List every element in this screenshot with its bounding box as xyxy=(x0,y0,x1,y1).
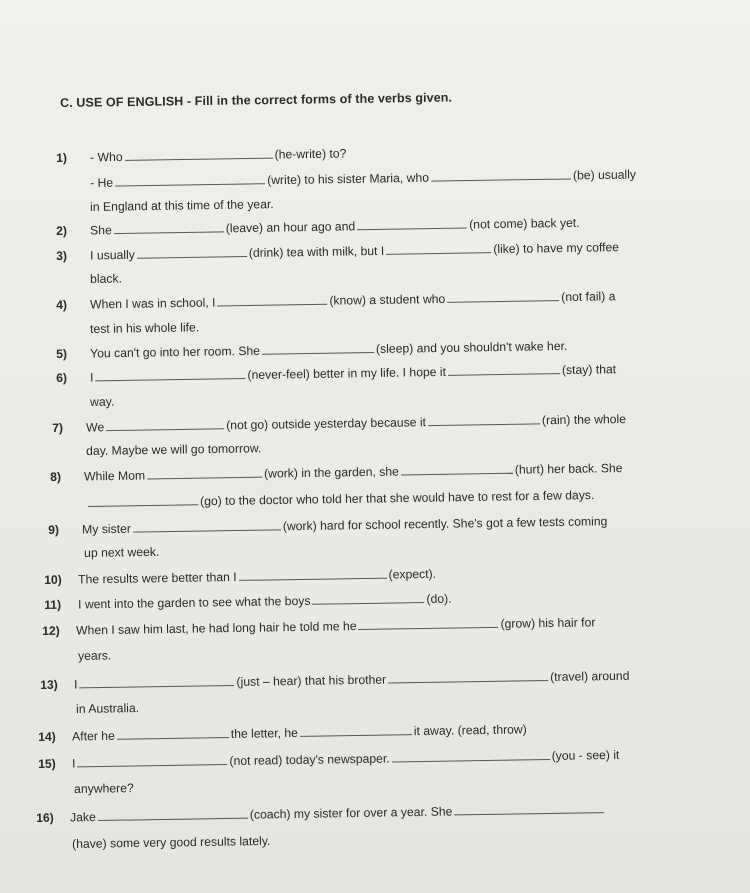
question-text: (write) to his sister Maria, who xyxy=(267,170,430,188)
question-number: 7) xyxy=(52,420,64,435)
question-text: - He xyxy=(90,175,114,190)
section-title: C. USE OF ENGLISH - Fill in the correct forms of the verbs given. xyxy=(60,90,453,110)
question-text: (be) usually xyxy=(572,167,637,183)
answer-blank[interactable] xyxy=(77,753,227,767)
question-text: (travel) around xyxy=(550,668,630,684)
question-text: (stay) that xyxy=(561,362,617,378)
question-number: 10) xyxy=(44,572,62,587)
answer-blank[interactable] xyxy=(79,674,234,688)
question-number: 12) xyxy=(42,623,60,638)
question-6-continuation: way. xyxy=(90,394,115,409)
question-5 xyxy=(56,338,567,361)
answer-blank[interactable] xyxy=(262,341,374,355)
question-3-continuation: black. xyxy=(90,271,123,286)
question-2 xyxy=(56,215,580,238)
question-14 xyxy=(38,721,527,744)
question-text: After he xyxy=(72,728,115,744)
question-4-continuation: test in his whole life. xyxy=(90,320,200,336)
question-text: (work) hard for school recently. She's got a few tests coming xyxy=(282,514,608,534)
question-number: 13) xyxy=(40,677,58,692)
question-6 xyxy=(56,361,616,385)
question-10 xyxy=(44,566,436,587)
answer-blank[interactable] xyxy=(448,362,560,376)
question-text: (you - see) it xyxy=(551,747,620,763)
answer-blank[interactable] xyxy=(392,748,550,762)
question-text: (just – hear) that his brother xyxy=(236,672,387,689)
question-text: I xyxy=(74,677,78,692)
question-text: (know) a student who xyxy=(329,291,446,308)
question-9 xyxy=(48,513,607,537)
answer-blank[interactable] xyxy=(133,518,281,532)
answer-blank[interactable] xyxy=(428,412,540,426)
answer-blank[interactable] xyxy=(106,417,224,431)
question-number: 4) xyxy=(56,297,68,312)
question-text: My sister xyxy=(82,521,131,537)
answer-blank[interactable] xyxy=(358,616,498,630)
answer-blank[interactable] xyxy=(300,723,412,737)
question-7 xyxy=(52,411,626,435)
question-1-continuation: in England at this time of the year. xyxy=(90,197,274,214)
question-number: 6) xyxy=(56,370,68,385)
question-text: When I saw him last, he had long hair he told me he xyxy=(76,619,357,638)
question-number: 11) xyxy=(44,597,62,612)
question-16-continuation: (have) some very good results lately. xyxy=(72,833,271,851)
question-13-continuation: in Australia. xyxy=(76,701,140,716)
question-text: (not come) back yet. xyxy=(469,215,580,232)
answer-blank[interactable] xyxy=(217,293,327,307)
answer-blank[interactable] xyxy=(454,801,604,815)
answer-blank[interactable] xyxy=(88,493,198,507)
question-text: the letter, he xyxy=(230,725,298,741)
question-text: (leave) an hour ago and xyxy=(225,219,356,236)
question-text: (not fail) a xyxy=(561,289,616,305)
question-text: While Mom xyxy=(84,468,146,484)
question-text: (grow) his hair for xyxy=(500,615,596,631)
question-12 xyxy=(42,614,595,638)
question-16 xyxy=(36,801,606,825)
answer-blank[interactable] xyxy=(312,591,424,605)
question-text: (hurt) her back. She xyxy=(514,461,623,477)
question-8 xyxy=(50,460,623,484)
question-number: 2) xyxy=(56,223,68,238)
question-7-continuation: day. Maybe we will go tomorrow. xyxy=(86,441,262,458)
question-text: it away. (read, throw) xyxy=(413,722,527,739)
answer-blank[interactable] xyxy=(95,367,245,381)
answer-blank[interactable] xyxy=(137,245,247,259)
question-number: 1) xyxy=(56,150,68,165)
question-text: I xyxy=(72,756,76,771)
question-text: (like) to have my coffee xyxy=(493,240,620,257)
question-text: (expect). xyxy=(388,566,437,582)
question-11 xyxy=(44,591,452,612)
answer-blank[interactable] xyxy=(401,462,513,476)
question-text: (sleep) and you shouldn't wake her. xyxy=(375,338,568,356)
question-1 xyxy=(56,145,347,165)
question-9-continuation: up next week. xyxy=(84,544,160,560)
question-text: (never-feel) better in my life. I hope it xyxy=(247,364,447,382)
question-text: The results were better than I xyxy=(78,569,237,587)
question-text: Jake xyxy=(70,810,96,825)
question-13 xyxy=(40,668,630,692)
question-number: 9) xyxy=(48,522,60,537)
question-15-continuation: anywhere? xyxy=(74,781,134,796)
question-text: (not go) outside yesterday because it xyxy=(226,415,427,433)
answer-blank[interactable] xyxy=(115,172,265,186)
answer-blank[interactable] xyxy=(386,241,491,255)
question-number: 3) xyxy=(56,248,68,263)
question-number: 5) xyxy=(56,346,68,361)
question-text: (he-write) to? xyxy=(274,146,347,162)
question-number: 14) xyxy=(38,729,56,744)
question-12-continuation: years. xyxy=(78,648,112,663)
question-8-line-2 xyxy=(86,487,594,510)
question-4 xyxy=(56,288,616,312)
answer-blank[interactable] xyxy=(357,217,467,231)
question-text: (rain) the whole xyxy=(541,411,627,428)
question-text: - Who xyxy=(90,149,123,165)
answer-blank[interactable] xyxy=(98,807,248,821)
answer-blank[interactable] xyxy=(431,167,571,181)
question-text: I went into the garden to see what the boys xyxy=(78,593,311,612)
question-15 xyxy=(38,747,619,771)
question-text: (drink) tea with milk, but I xyxy=(248,243,385,260)
answer-blank[interactable] xyxy=(238,567,386,581)
answer-blank[interactable] xyxy=(125,147,273,161)
question-text: (not read) today's newspaper. xyxy=(229,751,390,768)
answer-blank[interactable] xyxy=(114,220,224,234)
answer-blank[interactable] xyxy=(147,466,262,480)
question-text: (coach) my sister for over a year. She xyxy=(249,804,453,822)
question-text: I usually xyxy=(90,247,135,263)
question-text: She xyxy=(90,223,112,238)
question-1-line-2 xyxy=(90,166,636,190)
question-text: (do). xyxy=(426,591,452,606)
question-3 xyxy=(56,239,619,263)
answer-blank[interactable] xyxy=(388,669,548,684)
question-text: (work) in the garden, she xyxy=(263,464,399,481)
question-text: (go) to the doctor who told her that she would have to rest for a few days. xyxy=(200,488,595,509)
question-text: We xyxy=(86,420,105,435)
question-text: You can't go into her room. She xyxy=(90,343,261,361)
question-number: 8) xyxy=(50,469,62,484)
answer-blank[interactable] xyxy=(117,726,229,740)
question-number: 16) xyxy=(36,810,54,825)
question-number: 15) xyxy=(38,756,56,771)
answer-blank[interactable] xyxy=(447,289,559,303)
question-text: I xyxy=(90,370,94,385)
question-text: When I was in school, I xyxy=(90,295,216,312)
